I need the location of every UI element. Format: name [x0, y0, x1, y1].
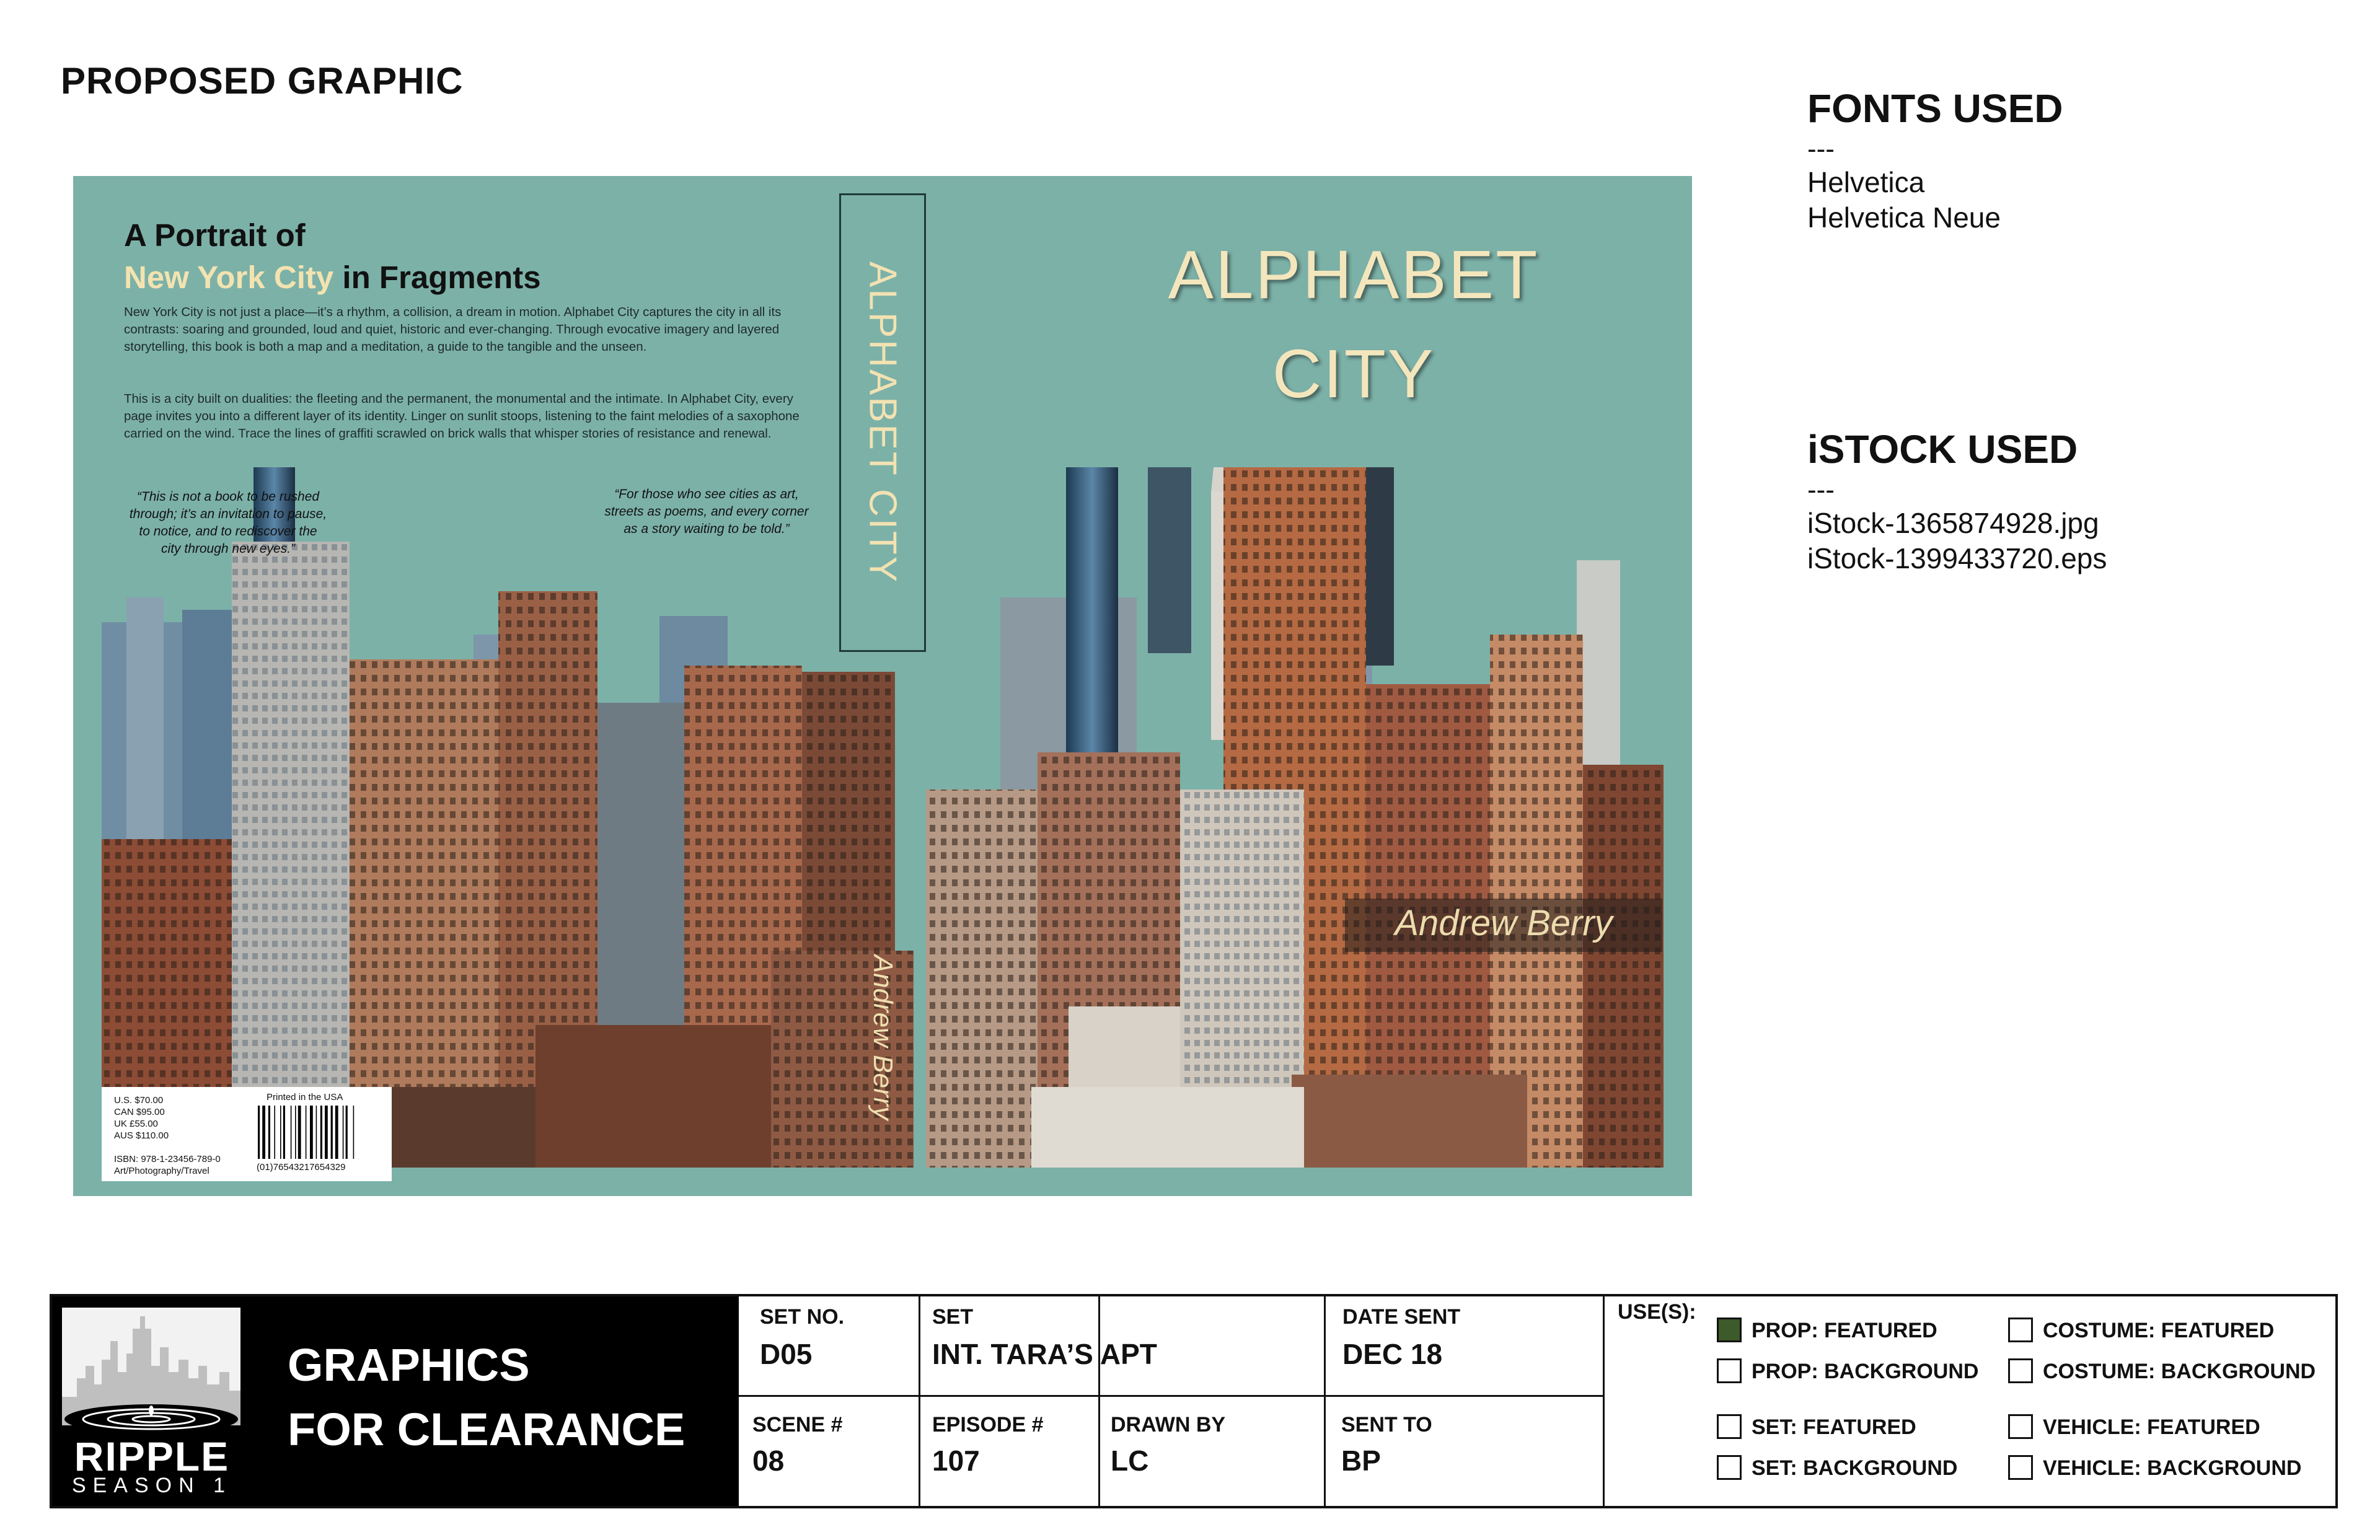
use-option-label: PROP: FEATURED: [1752, 1319, 1937, 1342]
episode-label: EPISODE #: [932, 1413, 1044, 1437]
front-cover-title: ALPHABET CITY: [1168, 237, 1540, 412]
istock-used-section: [1807, 426, 2107, 576]
price-can: CAN $95.00: [114, 1107, 165, 1117]
scene-value: 08: [752, 1445, 785, 1477]
vehicle-background-checkbox[interactable]: [2008, 1455, 2033, 1480]
set-value: INT. TARA’S APT: [932, 1338, 1157, 1370]
divider: [739, 1395, 1604, 1397]
back-cover-quote: “This is not a book to be rushed through; it’s an invitation to pause, to notice, and to rediscover the city through new eyes.”: [129, 490, 327, 556]
price-uk: UK £55.00: [114, 1119, 158, 1129]
use-option-label: PROP: BACKGROUND: [1752, 1360, 1979, 1383]
use-option-label: SET: BACKGROUND: [1752, 1456, 1958, 1480]
drawn-by-value: LC: [1111, 1445, 1149, 1477]
back-cover-paragraph: New York City is not just a place—it’s a rhythm, a collision, a dream in motion. Alphabet City captures the city in all its contrasts: soaring and grounded, loud and quiet, historic and ever-changing. Through evocative imagery and layered storytelling, this book is both a map and a meditation, a guide to the tangible and the unseen.: [124, 305, 782, 354]
sent-to-value: BP: [1341, 1445, 1381, 1477]
title-block-heading: GRAPHICS: [288, 1339, 530, 1391]
spine-title: ALPHABET CITY: [861, 261, 904, 584]
font-item: Helvetica Neue: [1807, 201, 2001, 234]
use-option-label: VEHICLE: FEATURED: [2043, 1415, 2260, 1439]
use-option-label: VEHICLE: BACKGROUND: [2043, 1456, 2302, 1480]
book-category: Art/Photography/Travel: [114, 1166, 209, 1176]
istock-used-heading: iSTOCK USED: [1807, 427, 2078, 472]
use-option-label: COSTUME: FEATURED: [2043, 1319, 2275, 1342]
barcode-number: (01)76543217654329: [257, 1162, 346, 1173]
set-no-value: D05: [760, 1338, 813, 1370]
use-option-label: COSTUME: BACKGROUND: [2043, 1360, 2316, 1383]
use-option-label: SET: FEATURED: [1752, 1415, 1916, 1439]
set-label: SET: [932, 1305, 974, 1329]
fonts-used-heading: FONTS USED: [1807, 86, 2063, 131]
sent-to-label: SENT TO: [1341, 1413, 1432, 1437]
fonts-used-section: [1807, 86, 2063, 235]
divider: [919, 1296, 920, 1506]
istock-used-dash: ---: [1807, 475, 1835, 505]
show-logo-name: RIPPLE: [74, 1433, 230, 1479]
set-featured-checkbox[interactable]: [1717, 1414, 1742, 1439]
back-cover-quote: “For those who see cities as art, streets as poems, and every corner as a story waiting to be told.”: [604, 487, 809, 536]
isbn: ISBN: 978-1-23456-789-0: [114, 1154, 221, 1164]
back-cover-paragraph: This is a city built on dualities: the fleeting and the permanent, the monumental and the intimate. In Alphabet City, every page invites you into a different layer of its identity. Linger on sunlit stoops, listening to the faint melodies of a saxophone carried on the wind. Trace the lines of graffiti scrawled on brick walls that whisper stories of resistance and renewal.: [124, 392, 800, 441]
front-cover-author: Andrew Berry: [1395, 903, 1613, 943]
font-item: Helvetica: [1807, 166, 1925, 198]
price-aus: AUS $110.00: [114, 1130, 169, 1141]
set-no-label: SET NO.: [760, 1305, 845, 1329]
proposed-graphic-heading: PROPOSED GRAPHIC: [61, 60, 464, 102]
drawn-by-label: DRAWN BY: [1111, 1413, 1226, 1437]
prop-featured-checkbox[interactable]: [1717, 1318, 1742, 1342]
episode-value: 107: [932, 1445, 980, 1477]
set-background-checkbox[interactable]: [1717, 1455, 1742, 1480]
divider: [1603, 1296, 1605, 1506]
divider: [1098, 1296, 1100, 1506]
back-cover-heading: A Portrait of New York City in Fragments: [124, 218, 541, 295]
show-logo-season: SEASON 1: [71, 1474, 232, 1497]
istock-item: iStock-1399433720.eps: [1807, 542, 2107, 574]
date-sent-label: DATE SENT: [1342, 1305, 1461, 1329]
divider: [1324, 1296, 1326, 1396]
divider: [1324, 1396, 1326, 1506]
uses-label: USE(S):: [1618, 1300, 1696, 1324]
barcode-icon: [257, 1106, 379, 1159]
prop-background-checkbox[interactable]: [1717, 1358, 1742, 1383]
costume-featured-checkbox[interactable]: [2008, 1318, 2033, 1342]
spine-author: Andrew Berry: [868, 954, 898, 1120]
fonts-used-dash: ---: [1807, 134, 1835, 164]
title-block-heading: FOR CLEARANCE: [288, 1404, 685, 1455]
price-us: U.S. $70.00: [114, 1095, 164, 1106]
vehicle-featured-checkbox[interactable]: [2008, 1414, 2033, 1439]
book-cover: [73, 176, 1692, 1196]
date-sent-value: DEC 18: [1342, 1338, 1443, 1370]
istock-item: iStock-1365874928.jpg: [1807, 507, 2099, 539]
scene-label: SCENE #: [752, 1413, 843, 1437]
costume-background-checkbox[interactable]: [2008, 1358, 2033, 1383]
printed-in: Printed in the USA: [267, 1092, 343, 1102]
